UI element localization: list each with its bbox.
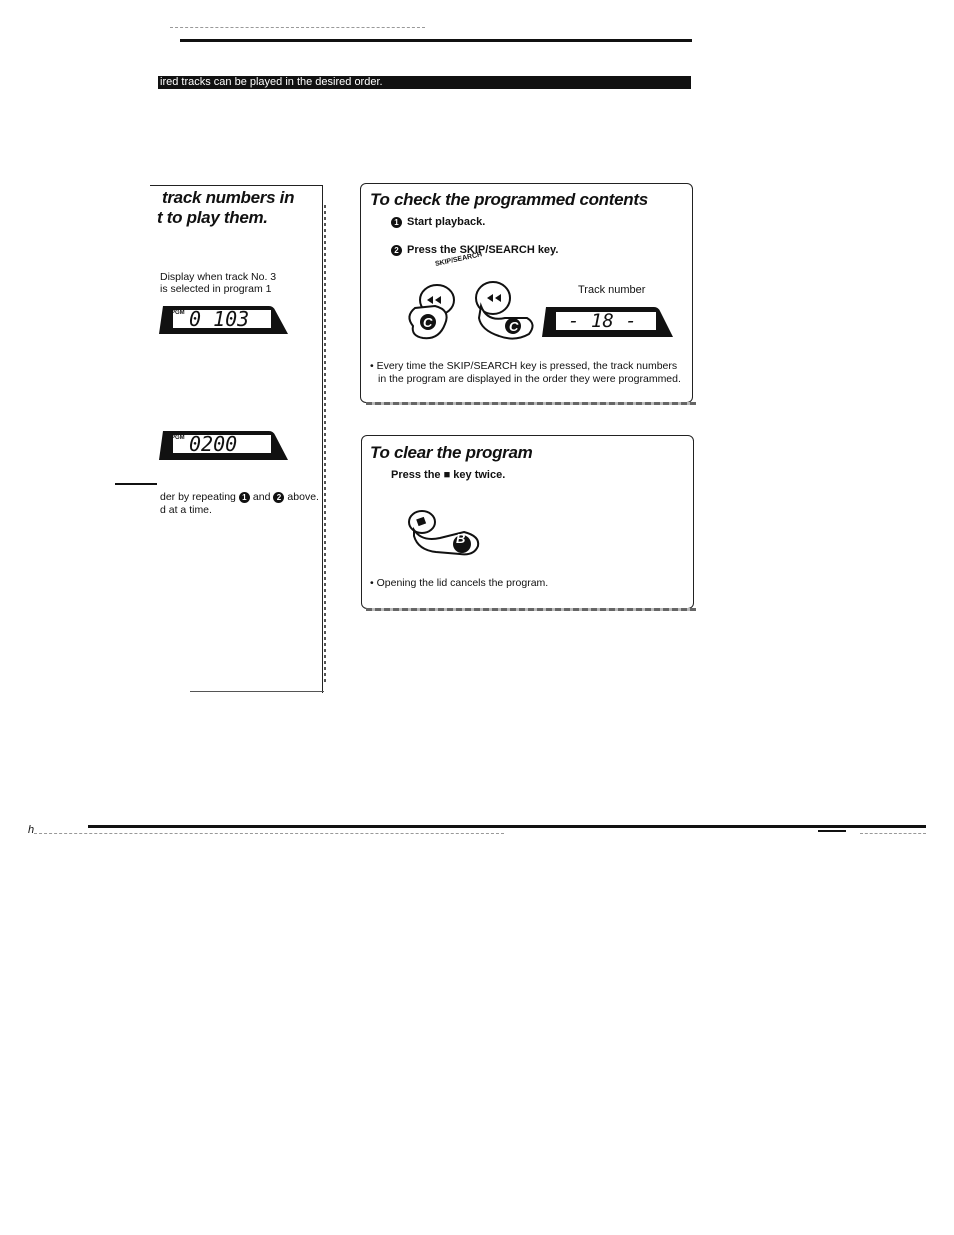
bottom-dashed-line-right	[860, 833, 926, 834]
clear-note: • Opening the lid cancels the program.	[370, 577, 549, 589]
lcd-digits: 0 103	[189, 307, 250, 331]
lcd-screen	[171, 308, 273, 330]
left-note-text: and	[252, 491, 271, 503]
hand-pressing-skip-keys-icon	[395, 278, 540, 346]
lcd-screen	[171, 433, 273, 455]
lcd-display-program-2	[157, 425, 289, 462]
pgm-indicator: PGM	[171, 435, 185, 441]
left-note-text: der by repeating	[160, 491, 236, 503]
step-number: 1	[391, 217, 402, 228]
track-number-label: Track number	[578, 284, 646, 296]
left-note-line1	[160, 491, 319, 503]
clear-panel-bottom-texture	[366, 608, 696, 611]
left-panel-bottom-border	[190, 691, 324, 692]
left-note-line2: d at a time.	[160, 504, 212, 516]
step-text: Start playback.	[407, 216, 486, 228]
left-note-text: above.	[287, 491, 319, 503]
check-panel-bottom-texture	[366, 402, 696, 405]
lcd-digits: 0200	[189, 432, 238, 456]
pgm-indicator: PGM	[171, 310, 185, 316]
left-panel-right-border	[322, 185, 323, 693]
lcd-screen	[554, 310, 658, 332]
left-panel-top-border	[150, 185, 322, 186]
lcd-display-track-number	[540, 302, 674, 339]
step-number: 2	[391, 245, 402, 256]
display-caption-line2: is selected in program 1	[160, 283, 272, 295]
clear-instruction: Press the ■ key twice.	[391, 469, 506, 481]
key-letter-c: C	[509, 319, 519, 334]
key-letter-c: C	[423, 315, 433, 330]
left-short-rule	[115, 483, 157, 485]
key-letter-b: B	[456, 531, 466, 546]
check-step-1	[391, 216, 485, 228]
left-heading-line1: track numbers in	[162, 188, 295, 207]
step-1-marker: 1	[239, 492, 250, 503]
skip-search-key-label: SKIP/SEARCH	[434, 251, 483, 268]
check-panel-heading: To check the programmed contents	[370, 190, 648, 209]
footer-mark: h	[28, 824, 35, 836]
left-heading-line2: t to play them.	[157, 208, 268, 227]
hand-pressing-stop-key-icon	[404, 506, 486, 558]
display-caption-line1: Display when track No. 3	[160, 271, 277, 283]
bottom-rule	[88, 825, 926, 828]
lcd-digits: - 18 -	[568, 310, 637, 332]
check-note-line2: in the program are displayed in the order they were programmed.	[378, 373, 681, 385]
top-rule	[180, 39, 692, 42]
clear-panel-heading: To clear the program	[370, 443, 533, 462]
section-banner: ired tracks can be played in the desired order.	[158, 76, 691, 89]
step-text: Press the SKIP/SEARCH key.	[407, 244, 559, 256]
bottom-dashed-line	[34, 833, 504, 834]
lcd-display-program-1	[157, 300, 289, 336]
check-note-line1: • Every time the SKIP/SEARCH key is pressed, the track numbers	[370, 360, 678, 372]
top-dashed-line	[170, 27, 425, 28]
left-panel-edge-texture	[324, 205, 326, 685]
step-2-marker: 2	[273, 492, 284, 503]
bottom-short-rule	[818, 830, 846, 832]
